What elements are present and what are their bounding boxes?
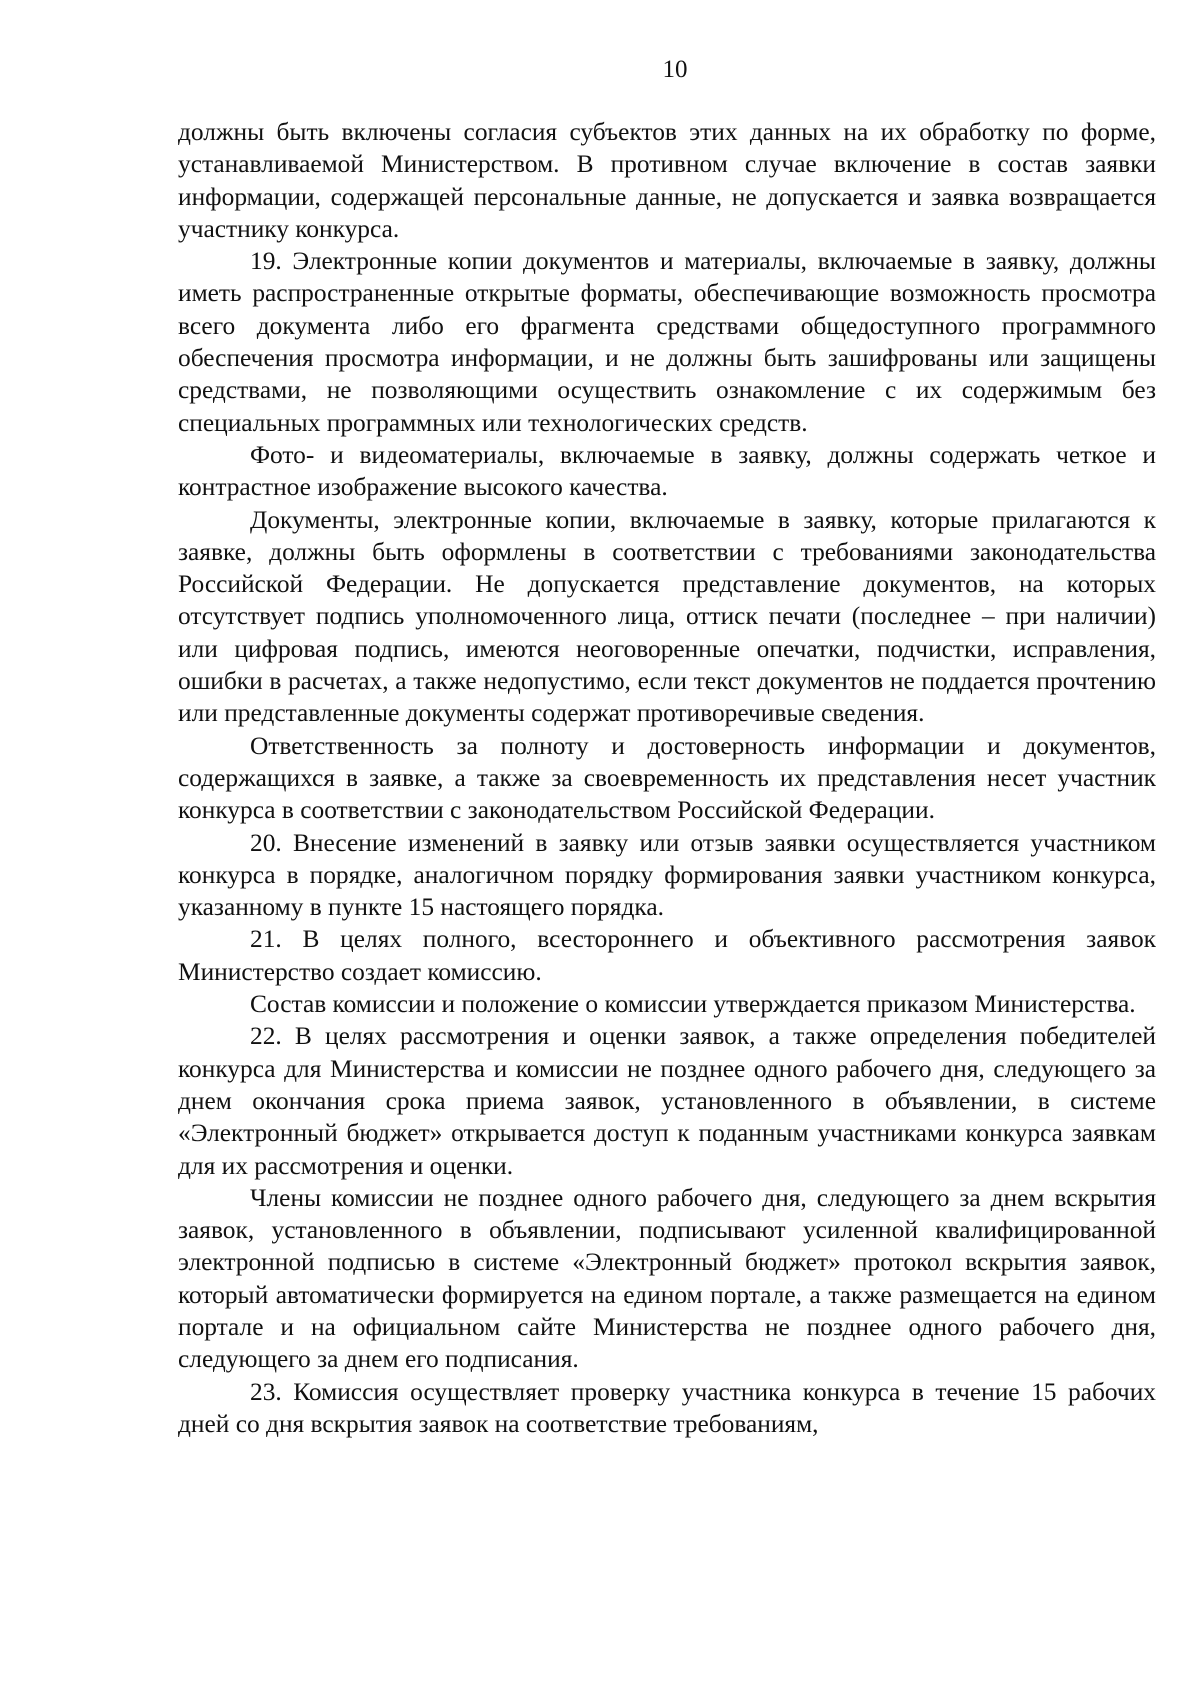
paragraph: Фото- и видеоматериалы, включаемые в заявку, должны содержать четкое и контрастное изображение высокого качества. [178,440,1156,502]
paragraph: 22. В целях рассмотрения и оценки заявок, а также определения победителей конкурса для Министерства и комиссии не позднее одного рабочего дня, следующего за днем окончания срока приема заявок, установленного в объявлении, в системе «Электронный бюджет» открывается доступ к поданным участниками конкурса заявкам для их рассмотрения и оценки. [178,1022,1156,1180]
paragraph: 23. Комиссия осуществляет проверку участника конкурса в течение 15 рабочих дней со дня вскрытия заявок на соответствие требованиям, [178,1377,1156,1438]
document-body [178,116,1156,1440]
paragraph: Документы, электронные копии, включаемые в заявку, которые прилагаются к заявке, должны быть оформлены в соответствии с требованиями законодательства Российской Федерации. Не допускается представление документов, на которых отсутствует подпись уполномоченного лица, оттиск печати (последнее – при наличии) или цифровая подпись, имеются неоговоренные опечатки, подчистки, исправления, ошибки в расчетах, а также недопустимо, если текст документов не поддается прочтению или представленные документы содержат противоречивые сведения. [178,505,1156,728]
paragraph: 21. В целях полного, всестороннего и объективного рассмотрения заявок Министерство создает комиссию. [178,925,1156,986]
paragraph: Состав комиссии и положение о комиссии утверждается приказом Министерства. [250,990,1136,1019]
paragraph: должны быть включены согласия субъектов этих данных на их обработку по форме, устанавливаемой Министерством. В противном случае включение в состав заявки информации, содержащей персональные данные, не допускается и заявка возвращается участнику конкурса. [178,118,1156,243]
paragraph: Члены комиссии не позднее одного рабочего дня, следующего за днем вскрытия заявок, установленного в объявлении, подписывают усиленной квалифицированной электронной подписью в системе «Электронный бюджет» протокол вскрытия заявок, который автоматически формируется на едином портале, а также размещается на едином портале и на официальном сайте Министерства не позднее одного рабочего дня, следующего за днем его подписания. [178,1183,1156,1374]
paragraph: Ответственность за полноту и достоверность информации и документов, содержащихся в заявке, а также за своевременность их представления несет участник конкурса в соответствии с законодательством Российской Федерации. [178,731,1156,825]
paragraph: 20. Внесение изменений в заявку или отзыв заявки осуществляется участником конкурса в порядке, аналогичном порядку формирования заявки участником конкурса, указанному в пункте 15 настоящего порядка. [178,828,1156,922]
page-number: 10 [662,56,688,83]
paragraph: 19. Электронные копии документов и материалы, включаемые в заявку, должны иметь распространенные открытые форматы, обеспечивающие возможность просмотра всего документа либо его фрагмента средствами общедоступного программного обеспечения просмотра информации, и не должны быть зашифрованы или защищены средствами, не позволяющими осуществить ознакомление с их содержимым без специальных программных или технологических средств. [178,247,1156,437]
